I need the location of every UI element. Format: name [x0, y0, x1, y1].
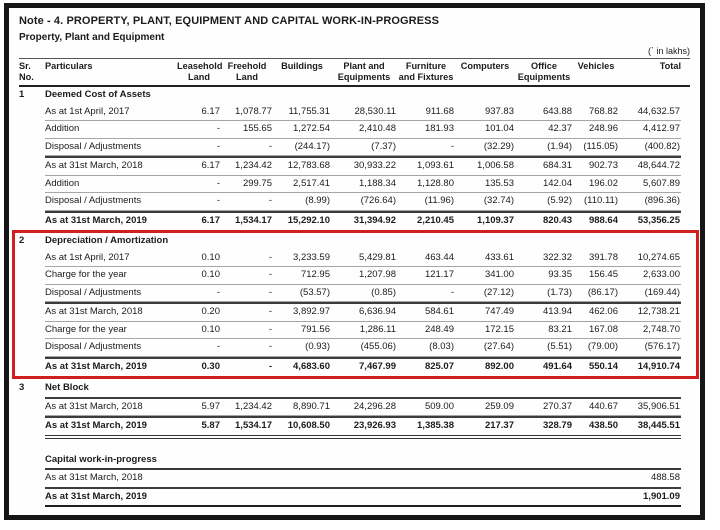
cell-value: 322.32 — [515, 250, 573, 268]
section-depreciation-amortization — [19, 233, 692, 375]
section-net-block — [19, 380, 690, 439]
cell-value: 5.97 — [177, 397, 221, 417]
cell-value: 3,892.97 — [273, 302, 331, 322]
cell-value: 712.95 — [273, 267, 331, 285]
cell-value: 12,783.68 — [273, 156, 331, 176]
row-sr-empty — [19, 472, 45, 489]
cell-value: 2,210.45 — [397, 211, 455, 230]
row-label: Disposal / Adjustments — [45, 285, 177, 303]
cell-value: 10,274.65 — [619, 250, 681, 268]
section-heading-row — [19, 380, 690, 397]
row-sr-empty — [19, 359, 45, 376]
cell-value: 6.17 — [177, 104, 221, 122]
table-row — [19, 156, 690, 176]
column-header: Leasehold Land — [177, 61, 223, 82]
row-label: As at 31st March, 2019 — [45, 357, 177, 376]
cell-value: 768.82 — [573, 104, 619, 122]
cell-value: (455.06) — [331, 339, 397, 357]
cell-value: (53.57) — [273, 285, 331, 303]
cell-value: 181.93 — [397, 121, 455, 139]
cell-value: 5,607.89 — [619, 176, 681, 194]
cwip-row — [19, 489, 690, 508]
column-header: Vehicles — [577, 61, 615, 71]
cwip-row — [19, 470, 690, 489]
cell-value: (5.51) — [515, 339, 573, 357]
cell-value: 7,467.99 — [331, 357, 397, 376]
row-sr-empty — [19, 213, 45, 230]
cell-value: 1,534.17 — [221, 211, 273, 230]
cell-value: 0.30 — [177, 357, 221, 376]
cell-value: (86.17) — [573, 285, 619, 303]
cell-value: (27.12) — [455, 285, 515, 303]
cell-value: - — [177, 139, 221, 157]
table-row — [19, 211, 690, 230]
cell-value: 643.88 — [515, 104, 573, 122]
row-sr-empty — [19, 251, 45, 268]
cell-value: (115.05) — [573, 139, 619, 157]
cell-value: 196.02 — [573, 176, 619, 194]
cell-value: 248.49 — [397, 322, 455, 340]
column-header: Particulars — [45, 61, 93, 71]
row-sr-empty — [19, 194, 45, 211]
section-heading-row — [19, 233, 692, 250]
cell-value: - — [221, 285, 273, 303]
cell-value: - — [221, 193, 273, 211]
cell-value: 988.64 — [573, 211, 619, 230]
cell-value: 142.04 — [515, 176, 573, 194]
column-header: Furniture and Fixtures — [398, 61, 454, 82]
section-deemed-cost-of-assets — [19, 87, 690, 229]
row-sr-empty — [19, 340, 45, 357]
cell-value: 488.58 — [455, 470, 681, 489]
table-row — [19, 267, 692, 285]
row-label: As at 1st April, 2017 — [45, 250, 177, 268]
cell-value: 1,272.54 — [273, 121, 331, 139]
cell-value: 413.94 — [515, 302, 573, 322]
row-sr-empty — [19, 422, 45, 439]
cell-value: 791.56 — [273, 322, 331, 340]
cell-value: 491.64 — [515, 357, 573, 376]
cell-value: 1,109.37 — [455, 211, 515, 230]
cell-value: 83.21 — [515, 322, 573, 340]
row-label: As at 31st March, 2019 — [45, 489, 455, 508]
cell-value: 35,906.51 — [619, 397, 681, 417]
row-sr-empty — [19, 140, 45, 157]
cell-value: 509.00 — [397, 397, 455, 417]
row-sr-empty — [19, 305, 45, 322]
table-row — [19, 250, 692, 268]
cell-value: 902.73 — [573, 156, 619, 176]
cell-value: - — [221, 267, 273, 285]
row-sr-empty — [19, 105, 45, 122]
cell-value: 155.65 — [221, 121, 273, 139]
row-sr-empty — [19, 454, 45, 471]
cell-value: 48,644.72 — [619, 156, 681, 176]
cell-value: (8.99) — [273, 193, 331, 211]
row-label: As at 31st March, 2019 — [45, 211, 177, 230]
table-body — [19, 87, 690, 439]
table-row — [19, 322, 692, 340]
section-heading: Depreciation / Amortization — [45, 235, 169, 246]
cell-value: 101.04 — [455, 121, 515, 139]
cell-value: 463.44 — [397, 250, 455, 268]
row-label: As at 31st March, 2018 — [45, 397, 177, 417]
cell-value: 270.37 — [515, 397, 573, 417]
cell-value: (32.74) — [455, 193, 515, 211]
cell-value: (896.36) — [619, 193, 681, 211]
cell-value: (1.73) — [515, 285, 573, 303]
cell-value: 248.96 — [573, 121, 619, 139]
row-label: As at 31st March, 2019 — [45, 416, 177, 439]
cwip-heading: Capital work-in-progress — [45, 452, 681, 471]
cell-value: (32.29) — [455, 139, 515, 157]
cell-value: 2,633.00 — [619, 267, 681, 285]
cell-value: 328.79 — [515, 416, 573, 439]
unit-note: (` in lakhs) — [647, 46, 690, 56]
cell-value: 11,755.31 — [273, 104, 331, 122]
cell-value: (244.17) — [273, 139, 331, 157]
cell-value: 892.00 — [455, 357, 515, 376]
cell-value: 42.37 — [515, 121, 573, 139]
row-label: Addition — [45, 176, 177, 194]
cell-value: 820.43 — [515, 211, 573, 230]
cell-value: 28,530.11 — [331, 104, 397, 122]
cell-value: 550.14 — [573, 357, 619, 376]
table-row — [19, 176, 690, 194]
cell-value: (1.94) — [515, 139, 573, 157]
cell-value: 684.31 — [515, 156, 573, 176]
row-label: Addition — [45, 121, 177, 139]
cell-value: 30,933.22 — [331, 156, 397, 176]
table-row — [19, 285, 692, 303]
table-row — [19, 416, 690, 439]
table-row — [19, 302, 692, 322]
row-label: As at 31st March, 2018 — [45, 470, 455, 489]
cwip-heading-row — [19, 452, 690, 471]
row-sr-empty — [19, 491, 45, 508]
cell-value: 1,093.61 — [397, 156, 455, 176]
cell-value: - — [221, 339, 273, 357]
row-sr-empty — [19, 323, 45, 340]
cell-value: - — [221, 250, 273, 268]
row-label: Charge for the year — [45, 322, 177, 340]
cell-value: - — [221, 139, 273, 157]
row-sr-empty — [19, 159, 45, 176]
cell-value: 433.61 — [455, 250, 515, 268]
cell-value: (11.96) — [397, 193, 455, 211]
cell-value: 93.35 — [515, 267, 573, 285]
cell-value: (27.64) — [455, 339, 515, 357]
cwip-section — [19, 452, 690, 508]
cell-value: 911.68 — [397, 104, 455, 122]
column-header: Buildings — [281, 61, 323, 71]
section-number: 2 — [19, 235, 25, 246]
row-label: Disposal / Adjustments — [45, 193, 177, 211]
cell-value: - — [397, 139, 455, 157]
row-sr-empty — [19, 268, 45, 285]
cell-value: - — [177, 121, 221, 139]
cell-value: 299.75 — [221, 176, 273, 194]
cell-value: - — [177, 285, 221, 303]
column-header: Freehold Land — [227, 61, 267, 82]
cell-value: 8,890.71 — [273, 397, 331, 417]
cell-value: 172.15 — [455, 322, 515, 340]
cell-value: 462.06 — [573, 302, 619, 322]
cell-value: (8.03) — [397, 339, 455, 357]
cell-value: 1,128.80 — [397, 176, 455, 194]
cell-value: - — [221, 357, 273, 376]
cell-value: (726.64) — [331, 193, 397, 211]
cell-value: (7.37) — [331, 139, 397, 157]
cell-value: 1,234.42 — [221, 156, 273, 176]
cell-value: 135.53 — [455, 176, 515, 194]
cell-value: 440.67 — [573, 397, 619, 417]
cell-value: (110.11) — [573, 193, 619, 211]
cell-value: 167.08 — [573, 322, 619, 340]
cell-value: 31,394.92 — [331, 211, 397, 230]
cell-value: 2,410.48 — [331, 121, 397, 139]
cell-value: 4,412.97 — [619, 121, 681, 139]
cell-value: 0.10 — [177, 322, 221, 340]
cell-value: 121.17 — [397, 267, 455, 285]
table-row — [19, 193, 690, 211]
cell-value: 4,683.60 — [273, 357, 331, 376]
document-frame — [4, 3, 705, 520]
cell-value: 1,286.11 — [331, 322, 397, 340]
section-number: 1 — [19, 89, 25, 100]
cell-value: (79.00) — [573, 339, 619, 357]
cell-value: - — [221, 322, 273, 340]
cell-value: 2,748.70 — [619, 322, 681, 340]
cell-value: 2,517.41 — [273, 176, 331, 194]
row-sr-empty — [19, 177, 45, 194]
row-sr-empty — [19, 286, 45, 303]
cell-value: 6.17 — [177, 211, 221, 230]
cell-value: 6,636.94 — [331, 302, 397, 322]
row-label: Disposal / Adjustments — [45, 339, 177, 357]
cell-value: 38,445.51 — [619, 416, 681, 439]
cell-value: 12,738.21 — [619, 302, 681, 322]
cell-value: 1,078.77 — [221, 104, 273, 122]
table-row — [19, 104, 690, 122]
cell-value: (169.44) — [619, 285, 681, 303]
column-header: Sr. No. — [19, 61, 34, 82]
cell-value: - — [397, 285, 455, 303]
cell-value: 1,385.38 — [397, 416, 455, 439]
section-heading: Net Block — [45, 382, 89, 393]
column-header: Office Equipments — [517, 61, 571, 82]
row-label: As at 31st March, 2018 — [45, 156, 177, 176]
cell-value: 1,006.58 — [455, 156, 515, 176]
cell-value: - — [177, 193, 221, 211]
cell-value: 5.87 — [177, 416, 221, 439]
section-heading: Deemed Cost of Assets — [45, 89, 151, 100]
cell-value: 1,901.09 — [455, 489, 681, 508]
cell-value: 10,608.50 — [273, 416, 331, 439]
column-header: Total — [659, 61, 681, 71]
cell-value: - — [177, 339, 221, 357]
cell-value: 747.49 — [455, 302, 515, 322]
cell-value: (576.17) — [619, 339, 681, 357]
cell-value: 1,234.42 — [221, 397, 273, 417]
table-row — [19, 339, 692, 357]
cell-value: (0.85) — [331, 285, 397, 303]
cell-value: 14,910.74 — [619, 357, 681, 376]
section-heading-row — [19, 87, 690, 104]
cell-value: 44,632.57 — [619, 104, 681, 122]
column-header: Computers — [460, 61, 510, 71]
cell-value: (0.93) — [273, 339, 331, 357]
annotation-highlight-box — [12, 230, 699, 379]
cell-value: 24,296.28 — [331, 397, 397, 417]
column-header: Plant and Equipments — [337, 61, 391, 82]
cell-value: 15,292.10 — [273, 211, 331, 230]
table-row — [19, 121, 690, 139]
row-sr-empty — [19, 122, 45, 139]
row-label: Charge for the year — [45, 267, 177, 285]
table-row — [19, 357, 692, 376]
table-row — [19, 397, 690, 417]
cell-value: - — [177, 176, 221, 194]
row-sr-empty — [19, 400, 45, 417]
cell-value: - — [221, 302, 273, 322]
cell-value: 937.83 — [455, 104, 515, 122]
cell-value: 438.50 — [573, 416, 619, 439]
table-subtitle: Property, Plant and Equipment — [19, 32, 165, 43]
cell-value: 0.10 — [177, 267, 221, 285]
section-number: 3 — [19, 382, 25, 393]
cell-value: 825.07 — [397, 357, 455, 376]
cell-value: (5.92) — [515, 193, 573, 211]
cell-value: (400.82) — [619, 139, 681, 157]
cell-value: 1,207.98 — [331, 267, 397, 285]
cell-value: 3,233.59 — [273, 250, 331, 268]
row-label: As at 1st April, 2017 — [45, 104, 177, 122]
cell-value: 0.20 — [177, 302, 221, 322]
cell-value: 341.00 — [455, 267, 515, 285]
cell-value: 23,926.93 — [331, 416, 397, 439]
cell-value: 156.45 — [573, 267, 619, 285]
table-row — [19, 139, 690, 157]
row-label: Disposal / Adjustments — [45, 139, 177, 157]
cell-value: 53,356.25 — [619, 211, 681, 230]
cell-value: 5,429.81 — [331, 250, 397, 268]
cell-value: 0.10 — [177, 250, 221, 268]
cell-value: 1,188.34 — [331, 176, 397, 194]
header-row — [19, 58, 690, 87]
note-title: Note - 4. PROPERTY, PLANT, EQUIPMENT AND CAPITAL WORK-IN-PROGRESS — [19, 15, 440, 27]
cell-value: 584.61 — [397, 302, 455, 322]
cell-value: 217.37 — [455, 416, 515, 439]
row-label: As at 31st March, 2018 — [45, 302, 177, 322]
cell-value: 1,534.17 — [221, 416, 273, 439]
cell-value: 6.17 — [177, 156, 221, 176]
cell-value: 391.78 — [573, 250, 619, 268]
cell-value: 259.09 — [455, 397, 515, 417]
